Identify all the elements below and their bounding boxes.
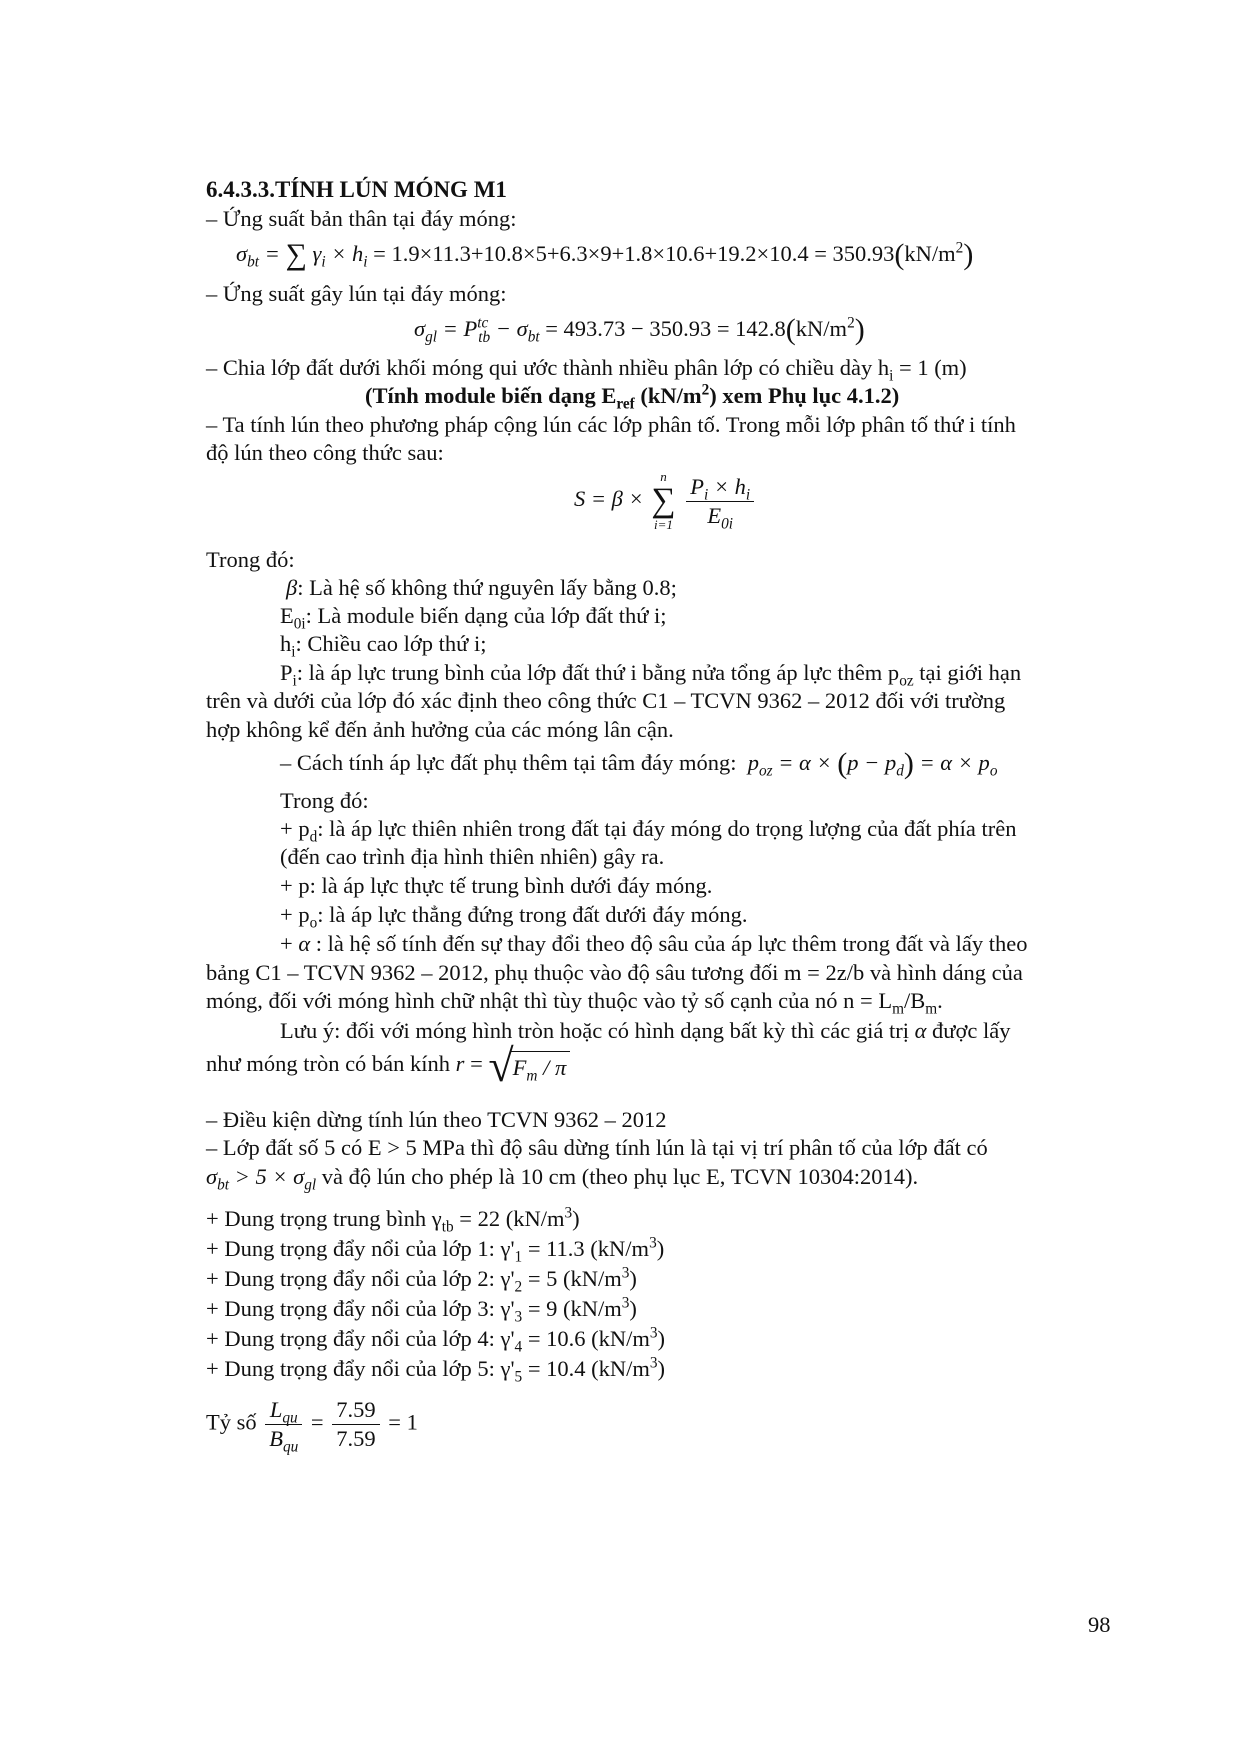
ratio-den: 7.59 bbox=[336, 1426, 376, 1451]
stress-cause-label: – Ứng suất gây lún tại đáy móng: bbox=[206, 281, 507, 306]
eq-sigma-bt: $\sigma_{bt}$ = ∑ $\gamma_i \times h_i = 1.9\times 11.3+10.8\times 5+6.3\times 9+1.8\times 10.6+19.2\times 10.4 = 350.93(kN/m^2)$ bbox=[236, 238, 974, 271]
divide-text: – Chia lớp đất dưới khối móng qui ước thành nhiều phân lớp có chiều dày $h_i = 1$ (m) bbox=[206, 355, 967, 385]
page-number: 98 bbox=[1088, 1612, 1111, 1637]
def-h: $h_i$: Chiều cao lớp thứ i; bbox=[280, 631, 487, 661]
alpha-line-3: móng, đối với móng hình chữ nhật thì tùy thuộc vào tỷ số cạnh của nó $n = L_m/B_m$. bbox=[206, 988, 943, 1018]
note-line-1: Lưu ý: đối với móng hình tròn hoặc có hình dạng bất kỳ thì các giá trị α được lấy bbox=[280, 1018, 1011, 1043]
extra-pressure: – Cách tính áp lực đất phụ thêm tại tâm đáy móng: $p_{oz} = \alpha \times (p - p_d) = \alpha \times p_o$ bbox=[280, 747, 998, 780]
buoyant-3: + Dung trọng đẩy nổi của lớp 3: $\gamma'_3 = 9$ $(kN/m^3)$ bbox=[206, 1294, 637, 1326]
eq-settlement: S = β × n ∑ i=1 $\frac{P_i \times h_i}{E_{0i}}$ bbox=[574, 470, 757, 540]
stress-self-label: – Ứng suất bản thân tại đáy móng: bbox=[206, 206, 517, 231]
ratio-num: 7.59 bbox=[332, 1396, 379, 1425]
p-def: + p: là áp lực thực tế trung bình dưới đáy móng. bbox=[280, 873, 713, 898]
cond-line-2: – Lớp đất số 5 có E > 5 MPa thì độ sâu dừng tính lún là tại vị trí phân tố của lớp đất có bbox=[206, 1135, 988, 1160]
def-p-1: $P_i$: là áp lực trung bình của lớp đất thứ i bằng nửa tổng áp lực thêm $p_{oz}$ tại giới hạn bbox=[280, 660, 1022, 690]
po-def: + $p_o$: là áp lực thẳng đứng trong đất dưới đáy móng. bbox=[280, 902, 748, 932]
where-label: Trong đó: bbox=[206, 547, 295, 572]
unit: kN/m bbox=[795, 316, 848, 341]
heading: 6.4.3.3.TÍNH LÚN MÓNG M1 bbox=[206, 177, 507, 202]
buoyant-5: + Dung trọng đẩy nổi của lớp 5: $\gamma'_5 = 10.4$ $(kN/m^3)$ bbox=[206, 1354, 666, 1386]
note-bold: (Tính module biến dạng $E_{ref}$ $(kN/m^2)$ xem Phụ lục 4.1.2) bbox=[365, 381, 900, 413]
method-line-1: – Ta tính lún theo phương pháp cộng lún các lớp phân tố. Trong mỗi lớp phân tố thứ i tính bbox=[206, 412, 1016, 437]
eq-sigma-gl: $\sigma_{gl} = P^{tc}_{tb} - \sigma_{bt} = 493.73 - 350.93 = 142.8(kN/m^2)$ bbox=[414, 313, 865, 346]
where-label-2: Trong đó: bbox=[280, 788, 369, 813]
alpha-line-1: + α : là hệ số tính đến sự thay đổi theo độ sâu của áp lực thêm trong đất và lấy theo bbox=[280, 931, 1028, 956]
gamma-tb: + Dung trọng trung bình $\gamma_{tb} = 22$ $(kN/m^3)$ bbox=[206, 1204, 580, 1236]
note-line-2: như móng tròn có bán kính $r = √F_m / \pi$ bbox=[206, 1046, 570, 1096]
unit: kN/m bbox=[904, 241, 956, 266]
alpha-line-2: bảng C1 – TCVN 9362 – 2012, phụ thuộc vào độ sâu tương đối m = 2z/b và hình dáng của bbox=[206, 960, 1023, 985]
buoyant-2: + Dung trọng đẩy nổi của lớp 2: $\gamma'_2 = 5$ $(kN/m^3)$ bbox=[206, 1264, 637, 1296]
buoyant-1: + Dung trọng đẩy nổi của lớp 1: $\gamma'_1 = 11.3$ $(kN/m^3)$ bbox=[206, 1234, 665, 1266]
def-e0: $E_{0i}$: Là module biến dạng của lớp đất thứ i; bbox=[280, 603, 667, 633]
ratio: Tỷ số $\frac{L_{qu}}{B_{qu}}$ = $\frac{7.59}{7.59}$ = 1 bbox=[206, 1397, 418, 1456]
cond-line-3: $\sigma_{bt} > 5 \times \sigma_{gl}$ và độ lún cho phép là 10 cm (theo phụ lục E, TCVN 10304:2014). bbox=[206, 1164, 919, 1194]
def-p-2: trên và dưới của lớp đó xác định theo công thức C1 – TCVN 9362 – 2012 đối với trường bbox=[206, 688, 1006, 713]
method-line-2: độ lún theo công thức sau: bbox=[206, 440, 444, 465]
buoyant-4: + Dung trọng đẩy nổi của lớp 4: $\gamma'_4 = 10.6$ $(kN/m^3)$ bbox=[206, 1324, 666, 1356]
cond-line-1: – Điều kiện dừng tính lún theo TCVN 9362 – 2012 bbox=[206, 1107, 667, 1132]
def-p-3: hợp không kể đến ảnh hưởng của các móng lân cận. bbox=[206, 717, 674, 742]
ratio-result: = 1 bbox=[388, 1409, 418, 1435]
eq-sigma-bt-rhs: = 1.9×11.3+10.8×5+6.3×9+1.8×10.6+19.2×10.4 = 350.93 bbox=[373, 241, 895, 266]
def-beta: β: Là hệ số không thứ nguyên lấy bằng 0.8; bbox=[286, 575, 677, 600]
pd-line-2: (đến cao trình địa hình thiên nhiên) gây ra. bbox=[280, 844, 665, 869]
eq-sigma-gl-rhs: = 493.73 − 350.93 = 142.8 bbox=[545, 316, 786, 341]
pd-line-1: + $p_d$: là áp lực thiên nhiên trong đất tại đáy móng do trọng lượng của đất phía trên bbox=[280, 816, 1017, 846]
